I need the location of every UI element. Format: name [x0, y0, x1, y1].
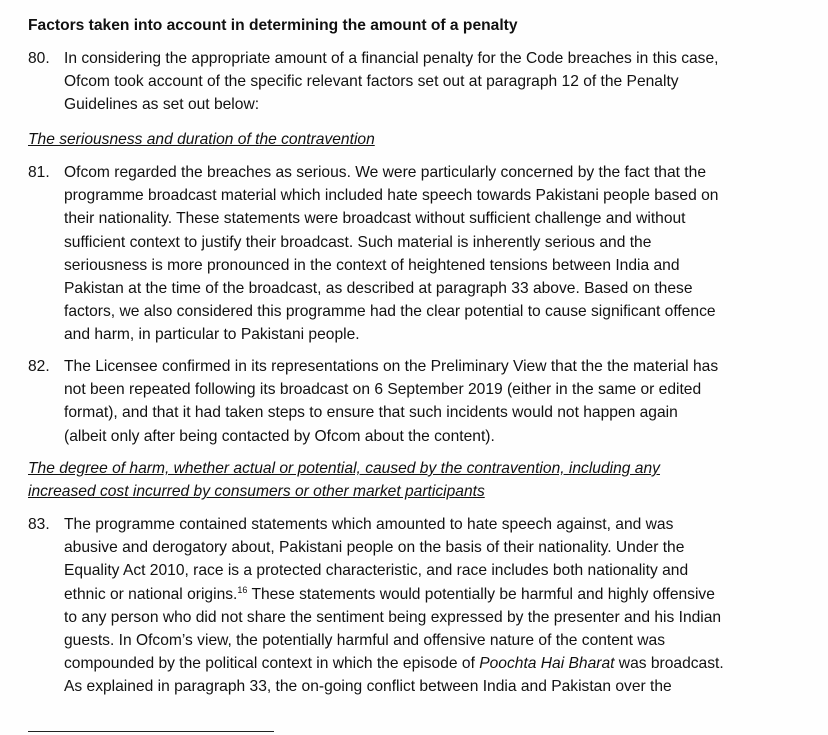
- section-heading: Factors taken into account in determining the amount of a penalty: [28, 17, 518, 34]
- paragraph-line: [64, 583, 808, 606]
- paragraph-body: [64, 47, 808, 117]
- subheading-degree-of-harm: [28, 457, 768, 503]
- footnote-reference[interactable]: 16: [237, 584, 248, 595]
- paragraph-line: Ofcom took account of the specific relevant factors set out at paragraph 12 of the Penalty: [64, 73, 679, 91]
- paragraph-body: [64, 161, 808, 347]
- paragraph-line: (albeit only after being contacted by Ofcom about the content).: [64, 427, 495, 445]
- paragraph-81: [28, 161, 808, 347]
- paragraph-line: Guidelines as set out below:: [64, 96, 260, 114]
- paragraph-line: not been repeated following its broadcast on 6 September 2019 (either in the same or edited: [64, 381, 702, 399]
- line-text: These statements would potentially be harmful and highly offensive: [247, 585, 715, 603]
- paragraph-line: abusive and derogatory about, Pakistani people on the basis of their nationality. Under the: [64, 539, 685, 557]
- paragraph-line: factors, we also considered this programme had the clear potential to cause significant offence: [64, 303, 716, 321]
- paragraph-line: Pakistan at the time of the broadcast, as described at paragraph 33 above. Based on these: [64, 280, 693, 298]
- paragraph-line: The programme contained statements which amounted to hate speech against, and was: [64, 516, 674, 533]
- paragraph-line: The Licensee confirmed in its representations on the Preliminary View that the the material has: [64, 358, 719, 375]
- paragraph-line: Equality Act 2010, race is a protected characteristic, and race includes both nationality and: [64, 562, 689, 580]
- line-text: was broadcast.: [614, 655, 724, 673]
- paragraph-line: and harm, in particular to Pakistani people.: [64, 326, 360, 344]
- paragraph-number: 83.: [28, 516, 50, 533]
- paragraph-line: As explained in paragraph 33, the on-going conflict between India and Pakistan over the: [64, 678, 672, 696]
- paragraph-80: [28, 47, 808, 117]
- paragraph-83: [28, 513, 808, 699]
- paragraph-line: their nationality. These statements were broadcast without sufficient challenge and without: [64, 210, 686, 228]
- paragraph-82: [28, 355, 808, 448]
- paragraph-line: Ofcom regarded the breaches as serious. We were particularly concerned by the fact that the: [64, 164, 706, 181]
- line-text: ethnic or national origins.: [64, 585, 238, 603]
- paragraph-line: seriousness is more pronounced in the context of heightened tensions between India and: [64, 256, 680, 274]
- line-text: compounded by the political context in which the episode of: [64, 655, 480, 673]
- paragraph-line: guests. In Ofcom’s view, the potentially harmful and offensive nature of the content was: [64, 632, 665, 650]
- paragraph-line: sufficient context to justify their broadcast. Such material is inherently serious and the: [64, 233, 652, 251]
- subheading-line: increased cost incurred by consumers or other market participants: [28, 483, 485, 501]
- paragraph-line: format), and that it had taken steps to ensure that such incidents would not happen again: [64, 404, 678, 422]
- paragraph-line: programme broadcast material which included hate speech towards Pakistani people based on: [64, 187, 719, 205]
- paragraph-line: In considering the appropriate amount of a financial penalty for the Code breaches in this case,: [64, 50, 719, 67]
- paragraph-number: 82.: [28, 358, 50, 375]
- subheading-seriousness: [28, 128, 768, 151]
- paragraph-number: 80.: [28, 50, 50, 67]
- subheading-line: The degree of harm, whether actual or potential, caused by the contravention, including any: [28, 460, 660, 477]
- footnote-separator: [28, 731, 274, 732]
- subheading-line: The seriousness and duration of the contravention: [28, 131, 375, 148]
- paragraph-line: [64, 652, 808, 675]
- paragraph-body: [64, 513, 808, 699]
- programme-title: Poochta Hai Bharat: [479, 655, 615, 673]
- paragraph-line: to any person who did not share the sentiment being expressed by the presenter and his Indian: [64, 608, 722, 626]
- paragraph-body: [64, 355, 808, 448]
- paragraph-number: 81.: [28, 164, 50, 181]
